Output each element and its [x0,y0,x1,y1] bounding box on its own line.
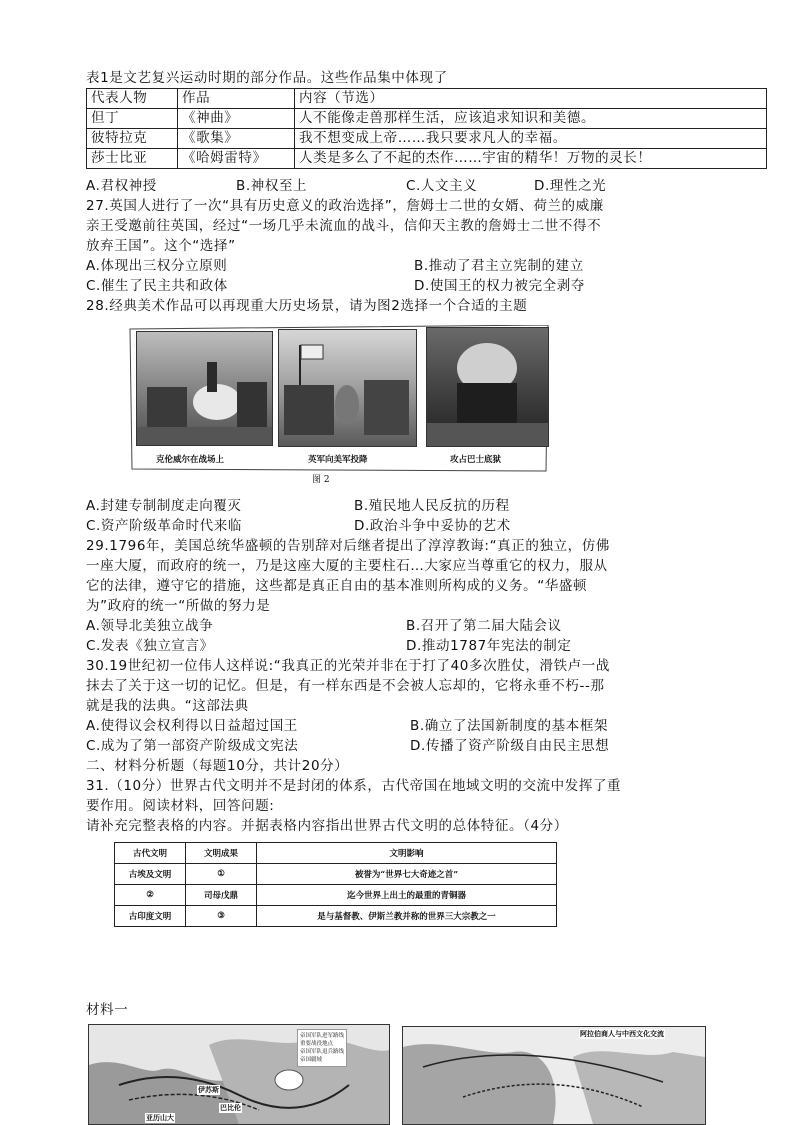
table-cell: 人不能像走兽那样生活，应该追求知识和美德。 [295,109,767,129]
q29-line-3: 它的法律，遵守它的措施，这些都是真正自由的基本准则所构成的义务。“华盛顿 [86,578,588,594]
table-row [115,906,557,927]
legend-item: 帝国疆域 [300,1057,323,1063]
caption-bastille: 攻占巴士底狱 [450,455,502,465]
q31-civilization-table [114,842,557,927]
map-label-issus: 伊苏斯 [198,1086,219,1094]
table-cell: 是与基督教、伊斯兰教并称的世界三大宗教之一 [257,906,557,927]
table-header-cell: 代表人物 [87,89,178,109]
q29-line-1: 29.1796年，美国总统华盛顿的告别辞对后继者提出了淳淳教诲:“真正的独立，仿佛 [86,538,610,554]
map-arab-drawing [403,1027,705,1124]
q26-works-table [86,88,767,169]
painting-surrender-image [278,329,417,447]
table-cell: 《神曲》 [178,109,295,129]
table-header-cell: 古代文明 [115,843,186,864]
table-cell: 《歌集》 [178,129,295,149]
q28-option-d: D.政治斗争中妥协的艺术 [354,518,511,534]
legend-item: 帝国军队进军路线 [300,1033,345,1039]
painting-bastille-drawing [427,328,548,446]
q29-option-c: C.发表《独立宣言》 [86,638,214,654]
table-cell: 司母戊鼎 [186,885,257,906]
caption-surrender: 英军向美军投降 [308,455,368,465]
q27-line-2: 亲王受邀前往英国，经过“一场几乎未流血的战斗，信仰天主教的詹姆士二世不得不 [86,218,602,234]
table-row [87,149,767,169]
q29-option-a: A.领导北美独立战争 [86,618,214,634]
map-label-alexandria: 亚历山大 [146,1114,174,1122]
table-header-row [115,843,557,864]
map-left-legend [297,1029,347,1067]
map-right-title: 阿拉伯商人与中西文化交流 [580,1030,664,1038]
q29-line-4: 为”政府的统一“所做的努力是 [86,598,271,614]
table-row [87,129,767,149]
painting-cromwell-drawing [137,332,272,445]
table-cell: ③ [186,906,257,927]
table-cell: 古埃及文明 [115,864,186,885]
q26-option-d: D.理性之光 [534,178,607,194]
table-cell: 古印度文明 [115,906,186,927]
figure-2-label: 图 2 [312,475,330,485]
q30-line-1: 30.19世纪初一位伟人这样说:“我真正的光荣并非在于打了40多次胜仗，滑铁卢一战 [86,658,610,674]
q30-option-d: D.传播了资产阶级自由民主思想 [410,738,610,754]
q27-option-a: A.体现出三权分立原则 [86,258,228,274]
q26-option-a: A.君权神授 [86,178,157,194]
q30-option-b: B.确立了法国新制度的基本框架 [410,718,609,734]
table-header-cell: 文明影响 [257,843,557,864]
legend-item: 重要战役地点 [300,1041,334,1047]
q30-option-a: A.使得议会权利得以日益超过国王 [86,718,298,734]
table-cell: 被誉为“世界七大奇迹之首” [257,864,557,885]
painting-bastille-image [426,327,549,447]
figure-2 [128,325,552,473]
table-header-cell: 作品 [178,89,295,109]
table-cell: 《哈姆雷特》 [178,149,295,169]
q29-option-b: B.召开了第二届大陆会议 [406,618,562,634]
table-row [87,109,767,129]
table-cell: 彼特拉克 [87,129,178,149]
q28-option-a: A.封建专制制度走向覆灭 [86,498,242,514]
q26-intro: 表1是文艺复兴运动时期的部分作品。这些作品集中体现了 [86,70,448,86]
table-cell: 我不想变成上帝……我只要求凡人的幸福。 [295,129,767,149]
table-header-cell: 文明成果 [186,843,257,864]
table-cell: 但丁 [87,109,178,129]
painting-cromwell-image [136,331,273,446]
caption-cromwell: 克伦威尔在战场上 [156,455,225,465]
q28-option-b: B.殖民地人民反抗的历程 [354,498,510,514]
table-cell: ① [186,864,257,885]
q27-line-1: 27.英国人进行了一次“具有历史意义的政治选择”，詹姆士二世的女婿、荷兰的威廉 [86,198,604,214]
q30-option-c: C.成为了第一部资产阶级成文宪法 [86,738,299,754]
table-header-cell: 内容（节选） [295,89,767,109]
q31-line-1: 31.（10分）世界古代文明并不是封闭的体系，古代帝国在地域文明的交流中发挥了重 [86,778,622,794]
material-1-label: 材料一 [86,1002,129,1018]
section-2-heading: 二、材料分析题（每题10分，共计20分） [86,758,349,774]
table-row [115,885,557,906]
q27-option-d: D.使国王的权力被完全剥夺 [414,278,585,294]
q26-option-c: C.人文主义 [406,178,478,194]
q29-line-2: 一座大厦，而政府的统一，乃是这座大厦的主要柱石…大家应当尊重它的权力，服从 [86,558,608,574]
q31-line-2: 要作用。阅读材料，回答问题: [86,798,275,814]
table-cell: 莎士比亚 [87,149,178,169]
map-label-babylon: 巴比伦 [220,1104,241,1112]
table-row [115,864,557,885]
q30-line-2: 抹去了关于这一切的记忆。但是，有一样东西是不会被人忘却的，它将永垂不朽--那 [86,678,605,694]
q28-stem: 28.经典美术作品可以再现重大历史场景，请为图2选择一个合适的主题 [86,298,528,314]
q27-option-b: B.推动了君主立宪制的建立 [414,258,584,274]
map-arab-trade [402,1026,706,1125]
q26-option-b: B.神权至上 [236,178,308,194]
q27-option-c: C.催生了民主共和政体 [86,278,228,294]
q29-option-d: D.推动1787年宪法的制定 [406,638,572,654]
q28-option-c: C.资产阶级革命时代来临 [86,518,242,534]
q27-line-3: 放弃王国”。这个“选择” [86,238,236,254]
map-empire-campaign [88,1024,390,1125]
table-cell: 人类是多么了不起的杰作……宇宙的精华！万物的灵长！ [295,149,767,169]
legend-item: 帝国军队退兵路线 [300,1049,345,1055]
table-cell: 迄今世界上出土的最重的青铜器 [257,885,557,906]
table-header-row [87,89,767,109]
painting-surrender-drawing [279,330,416,446]
q30-line-3: 就是我的法典。“这部法典 [86,698,249,714]
table-cell: ② [115,885,186,906]
q31-line-3: 请补充完整表格的内容。并据表格内容指出世界古代文明的总体特征。（4分） [86,818,568,834]
